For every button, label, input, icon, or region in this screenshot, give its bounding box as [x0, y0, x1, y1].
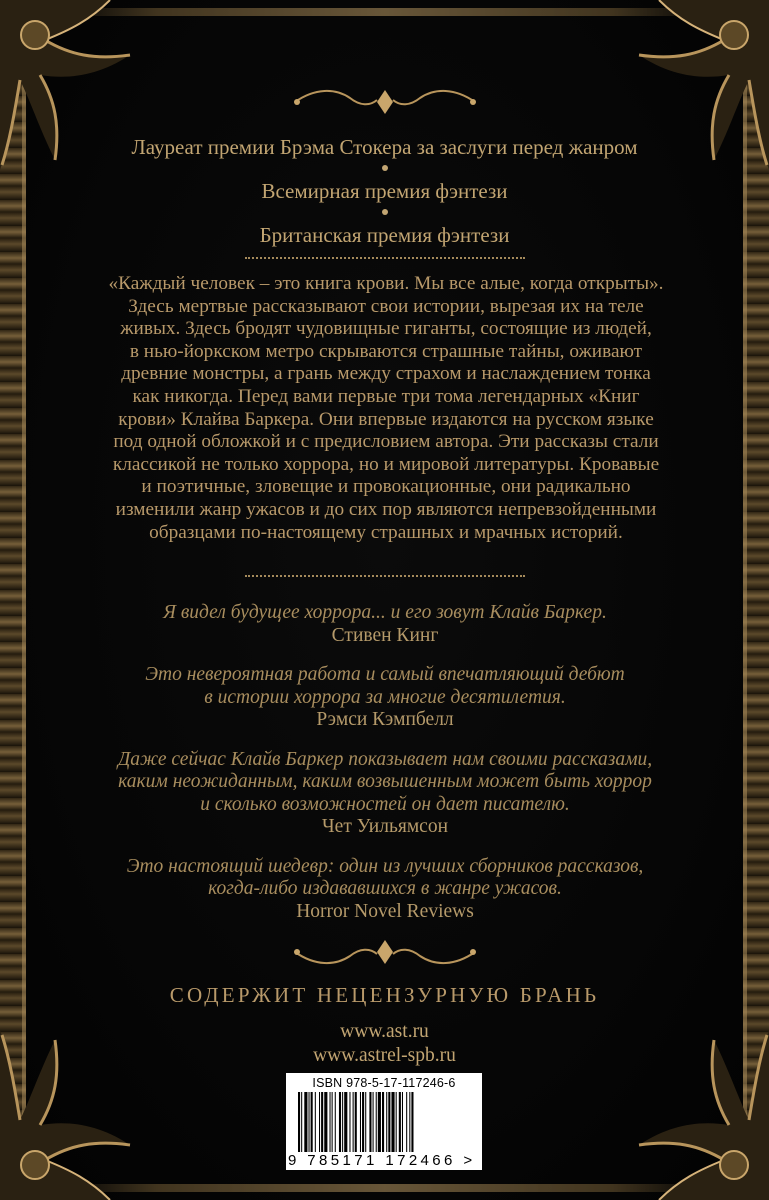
barcode-bar	[321, 1092, 323, 1152]
description-line: живых. Здесь бродят чудовищные гиганты, состоящие из людей,	[120, 318, 652, 340]
review-quote	[70, 749, 700, 839]
description-line: и поэтичные, зловещие и провокационные, они радикально	[141, 476, 631, 498]
barcode-bar	[353, 1092, 354, 1152]
barcode-bar	[301, 1092, 302, 1152]
barcode-bar	[376, 1092, 377, 1152]
barcode-bar	[406, 1092, 407, 1152]
barcode-bar	[369, 1092, 371, 1152]
flourish-ornament-top	[285, 84, 485, 120]
description-line: Здесь мертвые рассказывают свои истории, вырезая их на теле	[128, 295, 644, 317]
barcode-bar	[365, 1092, 366, 1152]
description-line: «Каждый человек – это книга крови. Мы все алые, когда открыты».	[108, 273, 664, 294]
review-quote	[70, 602, 700, 647]
quote-author: Рэмси Кэмпбелл	[316, 709, 454, 730]
barcode-bar	[373, 1092, 374, 1152]
description-line: как никогда. Перед вами первые три тома легендарных «Книг	[132, 385, 640, 407]
barcode-bar	[324, 1092, 327, 1152]
publisher-url[interactable]: www.ast.ru	[340, 1021, 429, 1042]
barcode-bar	[355, 1092, 357, 1152]
review-quotes	[70, 602, 700, 940]
barcode-bar	[378, 1092, 381, 1152]
quote-text: каким неожиданным, каким возвышенным может быть хоррор	[118, 771, 652, 792]
barcode-bar	[309, 1092, 310, 1152]
barcode-bar	[344, 1092, 347, 1152]
description-line: образцами по-настоящему страшных и мрачных историй.	[149, 521, 623, 543]
barcode-bar	[335, 1092, 336, 1152]
quote-author: Horror Novel Reviews	[296, 900, 474, 922]
quote-text: в истории хоррора за многие десятилетия.	[204, 686, 566, 708]
barcode-bar	[332, 1092, 333, 1152]
barcode-bar	[382, 1092, 384, 1152]
book-description	[80, 273, 692, 544]
barcode-bars	[298, 1092, 470, 1152]
barcode-bar	[391, 1092, 394, 1152]
dotted-separator	[245, 575, 525, 577]
barcode-bar	[362, 1092, 364, 1152]
bullet-dot-icon	[382, 209, 388, 215]
award-item: Всемирная премия фэнтези	[261, 179, 508, 203]
award-item: Лауреат премии Брэма Стокера за заслуги перед жанром	[131, 135, 638, 159]
barcode-bar	[315, 1092, 316, 1152]
ean-digits: 9 785171 172466 >	[288, 1152, 476, 1169]
barcode-bar	[386, 1092, 387, 1152]
quote-text: Я видел будущее хоррора... и его зовут Клайв Баркер.	[163, 602, 607, 623]
awards-list	[0, 135, 769, 247]
barcode-bar	[339, 1092, 341, 1152]
description-line: классикой не только хоррора, но и мировой литературы. Кровавые	[112, 453, 660, 475]
barcode-bar	[388, 1092, 390, 1152]
description-line: под одной обложкой и с предисловием автора. Эти рассказы стали	[113, 431, 659, 453]
barcode-bar	[396, 1092, 397, 1152]
barcode-bar	[411, 1092, 413, 1152]
quote-text: Даже сейчас Клайв Баркер показывает нам своими рассказами,	[117, 748, 653, 770]
barcode-bar	[319, 1092, 320, 1152]
quote-text: и сколько возможностей он дает писателю.	[200, 793, 570, 815]
barcode-bar	[330, 1092, 331, 1152]
barcode-bar	[402, 1092, 403, 1152]
quote-text: Это невероятная работа и самый впечатляющий дебют	[145, 664, 625, 685]
barcode-bar	[399, 1092, 401, 1152]
barcode-bar	[360, 1092, 361, 1152]
award-item: Британская премия фэнтези	[259, 223, 510, 247]
review-quote	[70, 664, 700, 732]
publisher-urls	[0, 1020, 769, 1068]
description-line: крови» Клайва Баркера. Они впервые издаются на русском языке	[118, 408, 654, 430]
isbn-barcode	[286, 1073, 482, 1170]
barcode-bar	[298, 1092, 300, 1152]
dotted-separator	[245, 257, 525, 259]
quote-text: когда-либо издававшихся в жанре ужасов.	[208, 878, 562, 899]
barcode-bar	[349, 1092, 350, 1152]
review-quote	[70, 856, 700, 924]
barcode-bar	[304, 1092, 307, 1152]
profanity-warning: СОДЕРЖИТ НЕЦЕНЗУРНУЮ БРАНЬ	[169, 983, 600, 1007]
barcode-bar	[342, 1092, 343, 1152]
description-line: в нью-йоркском метро скрываются страшные тайны, оживают	[129, 340, 643, 362]
barcode-bar	[409, 1092, 410, 1152]
quote-text: Это настоящий шедевр: один из лучших сборников рассказов,	[126, 855, 644, 877]
publisher-url[interactable]: www.astrel-spb.ru	[313, 1045, 456, 1066]
isbn-label: ISBN 978-5-17-117246-6	[312, 1076, 456, 1090]
bullet-dot-icon	[382, 165, 388, 171]
quote-author: Чет Уильямсон	[321, 816, 449, 837]
description-line: изменили жанр ужасов и до сих пор являются непревзойденными	[115, 498, 657, 520]
description-line: древние монстры, а грань между страхом и наслаждением тонка	[121, 363, 651, 385]
quote-author: Стивен Кинг	[331, 624, 439, 646]
barcode-bar	[311, 1092, 313, 1152]
